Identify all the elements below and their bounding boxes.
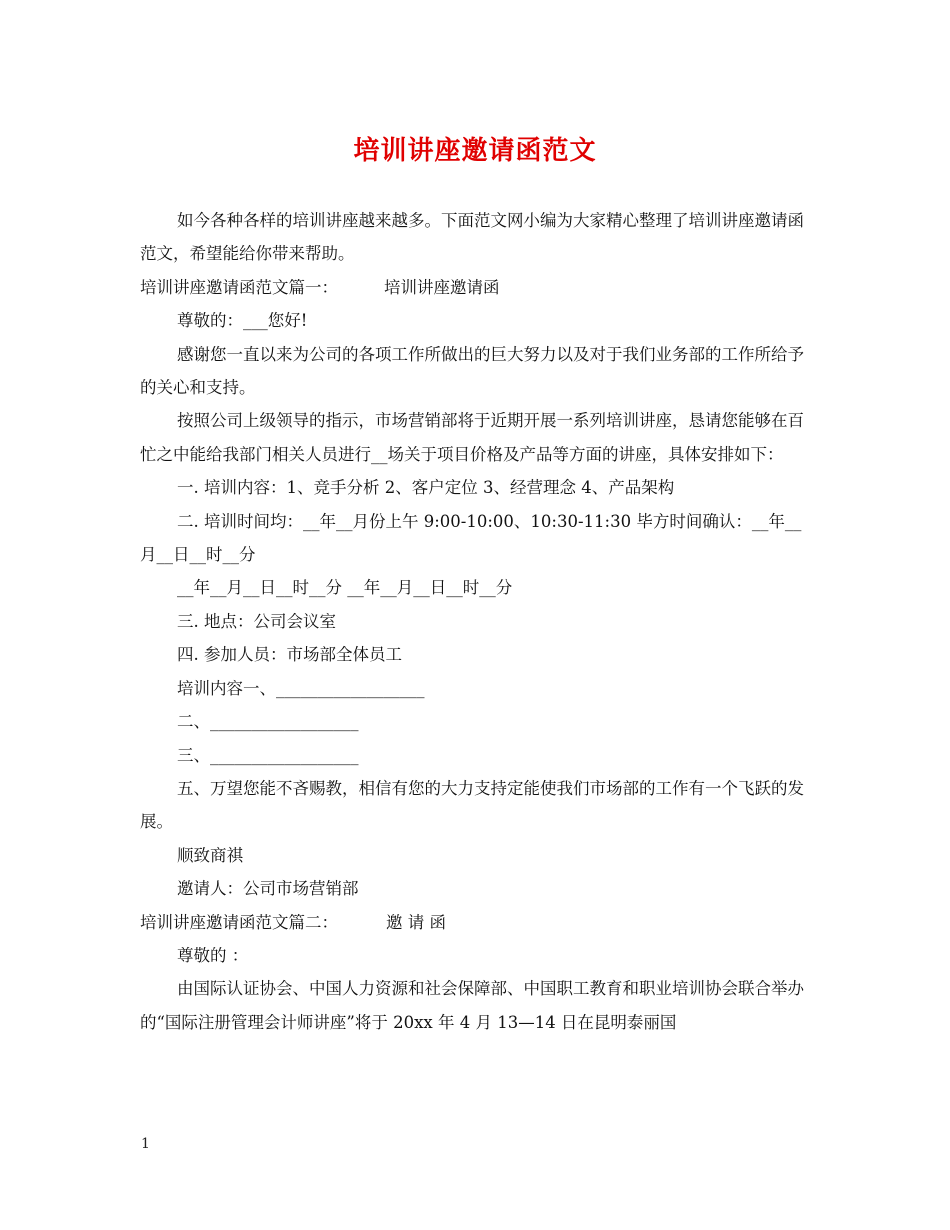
document-title: 培训讲座邀请函范文: [353, 136, 597, 166]
section2-heading: 培训讲座邀请函范文篇二：: [140, 912, 338, 932]
section1-item-5: 五、万望您能不吝赐教，相信有您的大力支持定能使我们市场部的工作有一个飞跃的发展。: [140, 778, 804, 832]
intro-paragraph: 如今各种各样的培训讲座越来越多。下面范文网小编为大家精心整理了培训讲座邀请函范文，希望能给你带来帮助。: [140, 211, 804, 264]
section1-thanks-paragraph: 感谢您一直以来为公司的各项工作所做出的巨大努力以及对于我们业务部的工作所给予的关心和支持。: [140, 344, 804, 398]
document-body: [140, 204, 815, 1039]
training-content-1: 培训内容一、__________________: [177, 678, 425, 698]
section1-salutation: 尊敬的：___您好!: [177, 311, 308, 331]
section1-request-paragraph: 按照公司上级领导的指示，市场营销部将于近期开展一系列培训讲座，恳请您能够在百忙之中能给我部门相关人员进行__场关于项目价格及产品等方面的讲座，具体安排如下：: [140, 411, 804, 464]
section1-item-2: 二. 培训时间均：__年__月份上午 9:00-10:00、10:30-11:30 毕方时间确认：__年__月__日__时__分: [140, 511, 802, 565]
section1-subtitle: 培训讲座邀请函: [384, 277, 500, 297]
section1-closing: 顺致商祺: [177, 845, 243, 865]
training-content-3: 三、__________________: [177, 745, 359, 765]
section1-item-1: 一. 培训内容：1、竞手分析 2、客户定位 3、经营理念 4、产品架构: [177, 478, 675, 498]
section2-subtitle: 邀 请 函: [386, 912, 446, 932]
section1-item-3: 三. 地点：公司会议室: [177, 611, 336, 631]
section1-item-4: 四. 参加人员：市场部全体员工: [177, 645, 402, 665]
section2-body-paragraph: 由国际认证协会、中国人力资源和社会保障部、中国职工教育和职业培训协会联合举办的“国际注册管理会计师讲座”将于 20xx 年 4 月 13—14 日在昆明泰丽国: [140, 979, 804, 1032]
section1-heading-line: [140, 271, 815, 304]
section1-heading: 培训讲座邀请函范文篇一：: [140, 277, 338, 297]
page-number: 1: [141, 1136, 150, 1152]
section1-inviter: 邀请人：公司市场营销部: [177, 879, 359, 899]
section2-salutation: 尊敬的 ：: [177, 945, 249, 965]
section1-item-2b: __年__月__日__时__分 __年__月__日__时__分: [177, 578, 513, 598]
training-content-2: 二、__________________: [177, 712, 359, 732]
section2-heading-line: [140, 906, 815, 939]
